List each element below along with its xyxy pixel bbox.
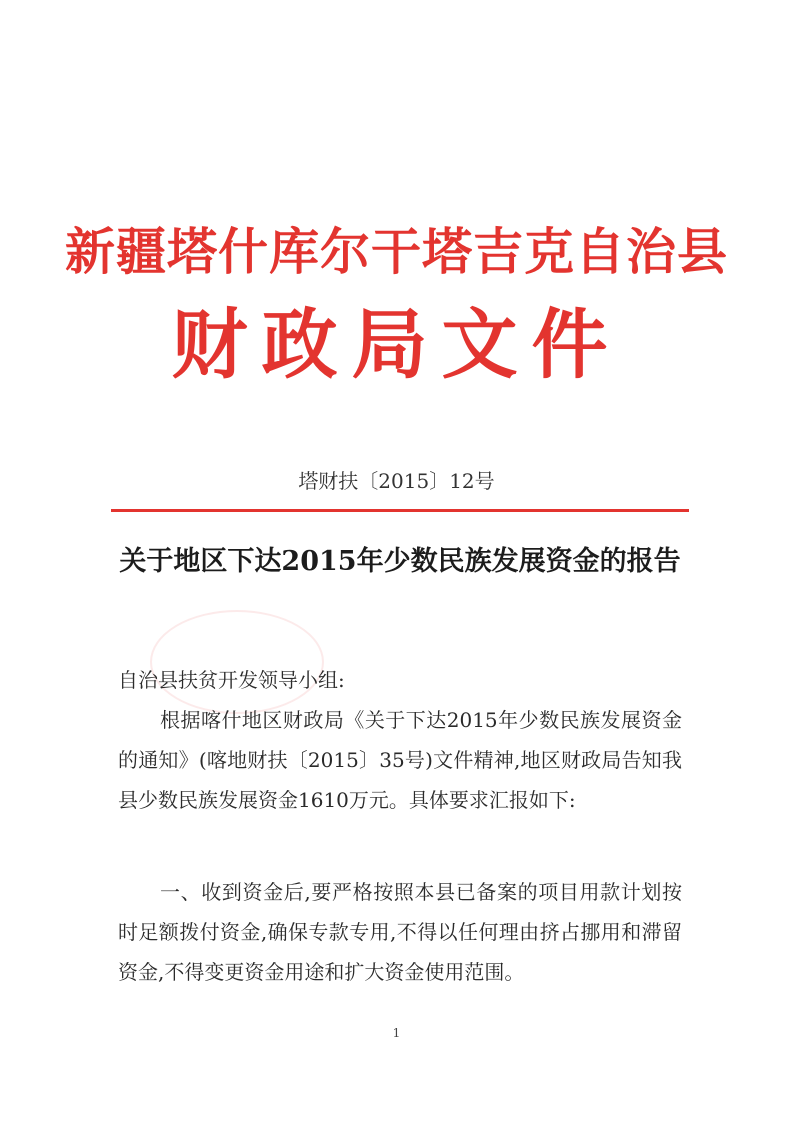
issuing-authority-line1: 新疆塔什库尔干塔吉克自治县 xyxy=(65,222,728,281)
page-number: 1 xyxy=(392,1026,401,1040)
body-paragraph-2: 一、收到资金后,要严格按照本县已备案的项目用款计划按时足额拨付资金,确保专款专用,不得以任何理由挤占挪用和滞留资金,不得变更资金用途和扩大资金使用范围。 xyxy=(118,880,682,984)
salutation: 自治县扶贫开发领导小组: xyxy=(118,668,345,692)
document-number: 塔财扶〔2015〕12号 xyxy=(298,469,495,493)
issuing-authority-line2: 财政局文件 xyxy=(171,300,622,389)
body-paragraph-1: 根据喀什地区财政局《关于下达2015年少数民族发展资金的通知》(喀地财扶〔2015〕35号)文件精神,地区财政局告知我县少数民族发展资金1610万元。具体要求汇报如下: xyxy=(118,708,682,812)
red-divider-line xyxy=(111,509,689,512)
document-title: 关于地区下达2015年少数民族发展资金的报告 xyxy=(119,546,681,577)
